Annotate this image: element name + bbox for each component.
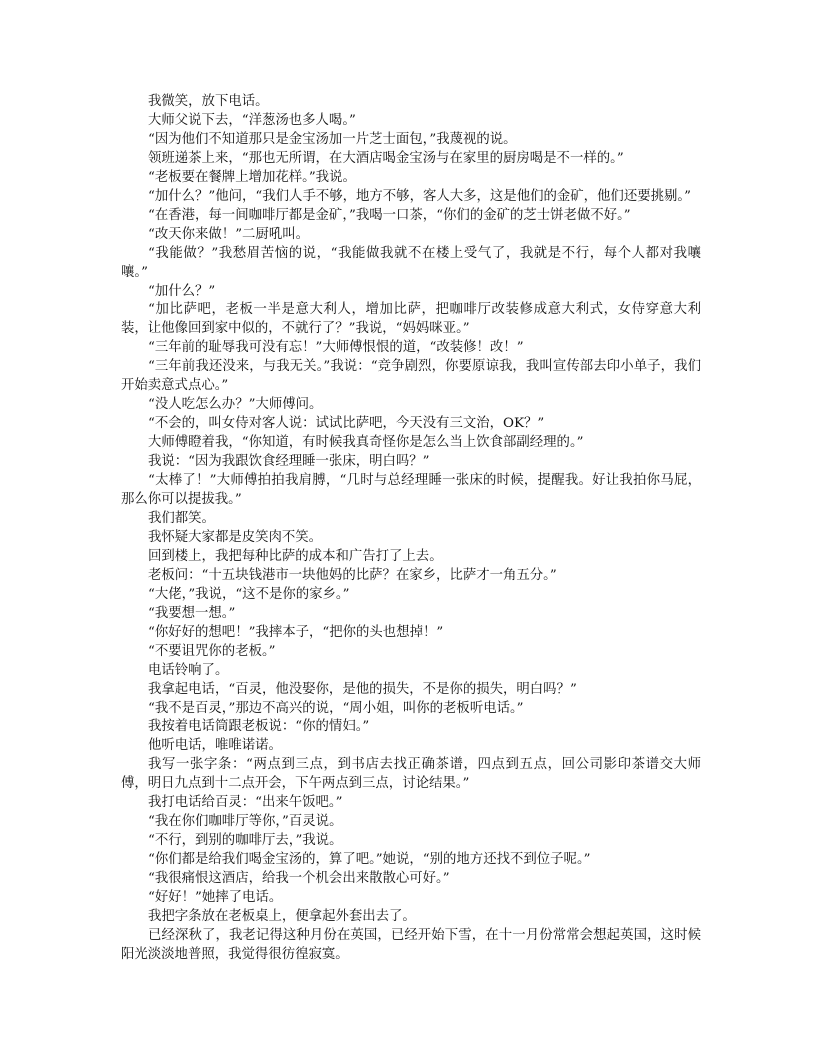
paragraph: “三年前我还没来，与我无关。”我说：“竞争剧烈，你要原谅我，我叫宣传部去印小单子，我们开始卖意式点心。” [121, 359, 701, 394]
paragraph: “我很痛恨这酒店，给我一个机会出来散散心可好。” [148, 871, 450, 887]
paragraph: 我打电话给百灵：“出来午饭吧。” [148, 795, 343, 811]
paragraph: 已经深秋了，我老记得这种月份在英国，已经开始下雪，在十一月份常常会想起英国，这时候阳光淡淡地普照，我觉得很彷徨寂寞。 [121, 927, 701, 962]
paragraph: 我拿起电话，“百灵，他没娶你，是他的损失，不是你的损失，明白吗？” [148, 681, 577, 697]
paragraph: “因为他们不知道那只是金宝汤加一片芝士面包，”我蔑视的说。 [148, 131, 517, 147]
paragraph: “加什么？”他问，“我们人手不够，地方不够，客人大多，这是他们的金矿，他们还要挑剔。” [148, 188, 691, 204]
paragraph: “我能做？”我愁眉苦恼的说，“我能做我就不在楼上受气了，我就是不行，每个人都对我嚷嚷。” [121, 245, 701, 280]
paragraph: “我在你们咖啡厅等你，”百灵说。 [148, 814, 343, 830]
paragraph: 我怀疑大家都是皮笑肉不笑。 [148, 529, 323, 545]
paragraph: “老板要在餐牌上增加花样。”我说。 [148, 169, 356, 185]
paragraph: “好好！”她摔了电话。 [148, 890, 283, 906]
paragraph: 他听电话，唯唯诺诺。 [148, 738, 282, 754]
paragraph: 老板问：“十五块钱港市一块他妈的比萨？在家乡，比萨才一角五分。” [148, 567, 557, 583]
paragraph: “你们都是给我们喝金宝汤的，算了吧。”她说，“别的地方还找不到位子呢。” [148, 852, 591, 868]
paragraph: “改天你来做！”二厨吼叫。 [148, 226, 309, 242]
paragraph: “三年前的耻辱我可没有忘！”大师傅恨恨的道，“改装修！改！” [148, 340, 524, 356]
paragraph: “在香港，每一间咖啡厅都是金矿，”我喝一口茶，“你们的金矿的芝士饼老做不好。” [148, 207, 631, 223]
paragraph: 大师傅瞪着我，“你知道，有时候我真奇怪你是怎么当上饮食部副经理的。” [148, 435, 584, 451]
paragraph: 我把字条放在老板桌上，便拿起外套出去了。 [148, 908, 416, 924]
paragraph: “太棒了！”大师傅拍拍我肩膊，“几时与总经理睡一张床的时候，提醒我。好让我拍你马屁，那么你可以提拔我。” [121, 473, 701, 508]
paragraph: 我写一张字条：“两点到三点，到书店去找正确茶谱，四点到五点，回公司影印茶谱交大师傅，明日九点到十二点开会，下午两点到三点，讨论结果。” [121, 757, 701, 792]
paragraph: “大佬，”我说，“这不是你的家乡。” [148, 586, 350, 602]
paragraph: “不行，到别的咖啡厅去，”我说。 [148, 833, 343, 849]
paragraph: 电话铃响了。 [148, 662, 229, 678]
paragraph: “不会的，叫女侍对客人说：试试比萨吧，今天没有三文治，OK？” [148, 416, 545, 432]
paragraph: 领班递茶上来，“那也无所谓，在大酒店喝金宝汤与在家里的厨房喝是不一样的。” [148, 150, 624, 166]
paragraph: 回到楼上，我把每种比萨的成本和广告打了上去。 [148, 548, 443, 564]
paragraph: 我按着电话筒跟老板说：“你的情妇。” [148, 719, 370, 735]
paragraph: “不要诅咒你的老板。” [148, 643, 276, 659]
paragraph: “加比萨吧，老板一半是意大利人，增加比萨，把咖啡厅改装修成意大利式，女侍穿意大利装，让他像回到家中似的，不就行了？”我说，“妈妈咪亚。” [121, 302, 701, 337]
paragraph: “加什么？” [148, 283, 216, 299]
paragraph: “我要想一想。” [148, 605, 236, 621]
paragraph: 我微笑，放下电话。 [148, 94, 269, 109]
paragraph: “我不是百灵，”那边不高兴的说，“周小姐，叫你的老板听电话。” [148, 700, 524, 716]
paragraph: 大师父说下去，“洋葱汤也多人喝。” [148, 112, 356, 128]
document-body [121, 93, 701, 965]
paragraph: “你好好的想吧！”我摔本子，“把你的头也想掉！” [148, 624, 444, 640]
paragraph: 我们都笑。 [148, 510, 215, 526]
paragraph: 我说：“因为我跟饮食经理睡一张床，明白吗？” [148, 454, 430, 470]
paragraph: “没人吃怎么办？”大师傅问。 [148, 397, 323, 413]
